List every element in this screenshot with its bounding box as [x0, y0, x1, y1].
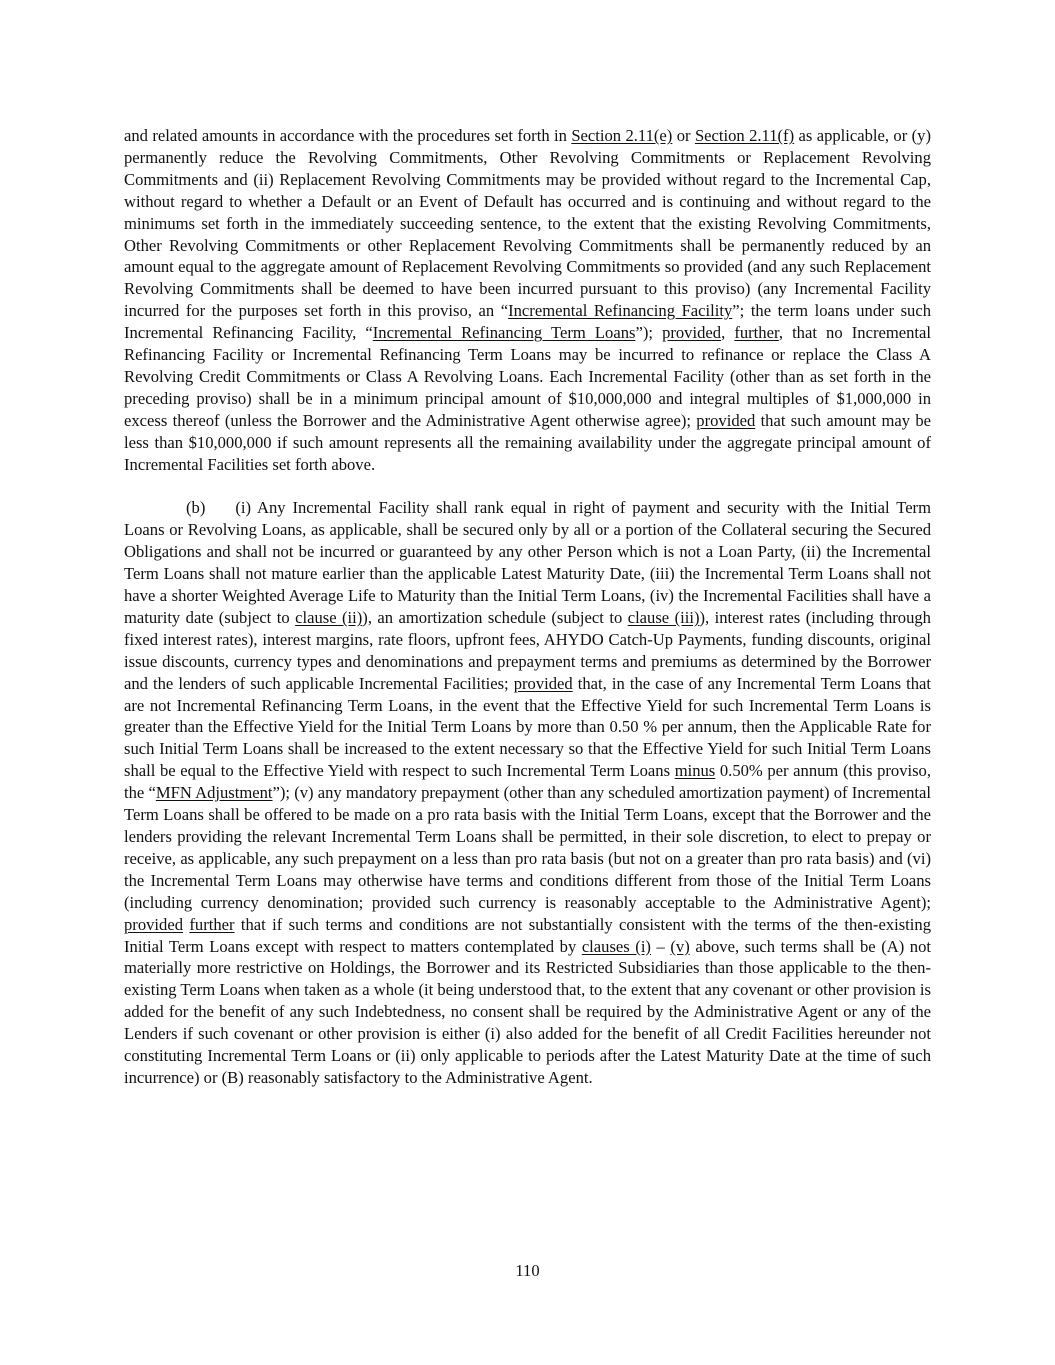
text-run: ), an amortization schedule (subject to [362, 607, 628, 627]
defined-term-incremental-refinancing-term-loans: Incremental Refinancing Term Loans [372, 323, 636, 343]
text-run: 0.50% per annum (this proviso, the “ [124, 761, 931, 803]
underlined-minus: minus [674, 761, 716, 781]
text-run: , [721, 323, 735, 343]
paragraph-b [124, 497, 931, 1088]
section-2-11-e-reference: Section 2.11(e) [571, 126, 673, 145]
clauses-i-reference: clauses (i) [581, 936, 651, 956]
text-run: that such amount may be less than $10,000,000 if such amount represents all the remaining availability under the aggregate principal amount of Incremental Facilities set forth above. [124, 410, 931, 474]
text-run: ), interest rates (including through fixed interest rates), interest margins, rate floors, upfront fees, AHYDO Catch-Up Payments, funding discounts, original issue discounts, currency types and denominations and prepayment terms and premiums as determined by the Borrower and the lenders of such applicable Incremental Facilities; [124, 607, 931, 693]
paragraph-marker: (b) [186, 498, 206, 518]
page-number: 110 [515, 1261, 540, 1280]
clause-ii-reference: clause (ii) [295, 607, 363, 627]
text-run: and related amounts in accordance with the procedures set forth in [124, 126, 572, 145]
text-run: (i) Any Incremental Facility shall rank equal in right of payment and security with the Initial Term Loans or Revolving Loans, as applicable, shall be secured only by all or a portion of the Collateral securing the Secured Obligations and shall not be incurred or guaranteed by any other Person which is not a Loan Party, (ii) the Incremental Term Loans shall not mature earlier than the applicable Latest Maturity Date, (iii) the Incremental Term Loans shall not have a shorter Weighted Average Life to Maturity than the Initial Term Loans, (iv) the Incremental Facilities shall have a maturity date (subject to [124, 498, 931, 627]
clause-v-reference: (v) [670, 936, 690, 956]
underlined-further: further [734, 323, 779, 343]
paragraph-a [124, 125, 931, 476]
defined-term-mfn-adjustment: MFN Adjustment [155, 783, 273, 803]
clause-iii-reference: clause (iii) [627, 607, 700, 627]
text-run: or [672, 126, 695, 145]
text-run: that if such terms and conditions are not substantially consistent with the terms of the then-existing Initial Term Loans except with respect to matters contemplated by [124, 914, 931, 956]
text-run: as applicable, or (y) permanently reduce the Revolving Commitments, Other Revolving Commitments or Replacement Revolving Commitments and (ii) Replacement Revolving Commitments may be provided without regard to the Incremental Cap, without regard to whether a Default or an Event of Default has occurred and is continuing and without regard to the minimums set forth in the immediately succeeding sentence, to the extent that the existing Revolving Commitments, Other Revolving Commitments or other Replacement Revolving Commitments shall be permanently reduced by an amount equal to the aggregate amount of Replacement Revolving Commitments so provided (and any such Replacement Revolving Commitments shall be deemed to have been incurred pursuant to this proviso) (any Incremental Facility incurred for the purposes set forth in this proviso, an “ [124, 126, 931, 321]
text-run: ”); [635, 323, 663, 343]
text-run: , that no Incremental Refinancing Facility or Incremental Refinancing Term Loans may be incurred to refinance or replace the Class A Revolving Credit Commitments or Class A Revolving Loans. Each Incremental Facility (other than as set forth in the preceding proviso) shall be in a minimum principal amount of $10,000,000 and integral multiples of $1,000,000 in excess thereof (unless the Borrower and the Administrative Agent otherwise agree); [124, 323, 931, 430]
document-page [124, 125, 931, 1089]
underlined-further: further [189, 914, 235, 934]
underlined-provided: provided [124, 914, 183, 934]
text-run: ”; the term loans under such Incremental Refinancing Facility, “ [124, 301, 931, 343]
section-2-11-f-reference: Section 2.11(f) [694, 126, 795, 145]
underlined-provided: provided [662, 323, 722, 343]
text-run: – [650, 936, 671, 956]
text-run: ”); (v) any mandatory prepayment (other than any scheduled amortization payment) of Incremental Term Loans shall be offered to be made on a pro rata basis with the Initial Term Loans, except that the Borrower and the lenders providing the relevant Incremental Term Loans shall be permitted, in their sole discretion, to elect to prepay or receive, as applicable, any such prepayment on a less than pro rata basis (but not on a greater than pro rata basis) and (vi) the Incremental Term Loans may otherwise have terms and conditions different from those of the Initial Term Loans (including currency denomination; provided such currency is reasonably acceptable to the Administrative Agent); [124, 783, 931, 912]
text-run: that, in the case of any Incremental Term Loans that are not Incremental Refinancing Term Loans, in the event that the Effective Yield for such Incremental Term Loans is greater than the Effective Yield for the Initial Term Loans by more than 0.50 % per annum, then the Applicable Rate for such Initial Term Loans shall be increased to the extent necessary so that the Effective Yield for such Initial Term Loans shall be equal to the Effective Yield with respect to such Incremental Term Loans [124, 673, 931, 781]
defined-term-incremental-refinancing-facility: Incremental Refinancing Facility [508, 301, 733, 321]
underlined-provided: provided [696, 410, 756, 430]
text-run: above, such terms shall be (A) not materially more restrictive on Holdings, the Borrower and its Restricted Subsidiaries than those applicable to the then-existing Term Loans when taken as a whole (it being understood that, to the extent that any covenant or other provision is added for the benefit of any such Indebtedness, no consent shall be required by the Administrative Agent or any of the Lenders if such covenant or other provision is either (i) also added for the benefit of all Credit Facilities hereunder not constituting Incremental Term Loans or (ii) only applicable to periods after the Latest Maturity Date at the time of such incurrence) or (B) reasonably satisfactory to the Administrative Agent. [124, 936, 932, 1087]
underlined-provided: provided [513, 673, 573, 693]
